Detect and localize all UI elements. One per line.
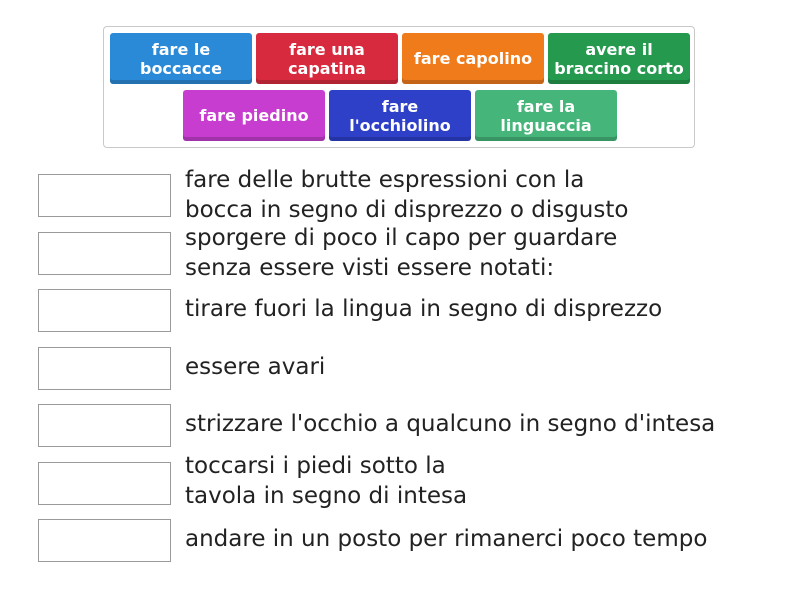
tile-label: avere il braccino corto	[554, 39, 684, 78]
tile-fare-capolino[interactable]	[402, 33, 544, 84]
tile-fare-piedino[interactable]	[183, 90, 325, 141]
definition-1	[185, 165, 628, 225]
tile-avere-il-braccino-corto[interactable]	[548, 33, 690, 84]
answer-slot-4[interactable]	[38, 347, 171, 390]
answer-slot-3[interactable]	[38, 289, 171, 332]
tile-fare-la-linguaccia[interactable]	[475, 90, 617, 141]
tile-label: fare piedino	[199, 106, 309, 125]
definition-line: essere avari	[185, 354, 326, 380]
definition-6	[185, 451, 467, 511]
tile-label: fare la linguaccia	[500, 96, 592, 135]
definition-7	[185, 524, 707, 554]
tile-fare-locchiolino[interactable]	[329, 90, 471, 141]
answer-slot-6[interactable]	[38, 462, 171, 505]
definition-line: bocca in segno di disprezzo o disgusto	[185, 197, 629, 223]
tile-fare-le-boccacce[interactable]	[110, 33, 252, 84]
definition-line: fare delle brutte espressioni con la	[185, 167, 585, 193]
tile-fare-una-capatina[interactable]	[256, 33, 398, 84]
definition-line: senza essere visti essere notati:	[185, 255, 555, 281]
answer-slot-7[interactable]	[38, 519, 171, 562]
definition-line: toccarsi i piedi sotto la	[185, 453, 446, 479]
tile-label: fare le boccacce	[139, 39, 223, 78]
definition-4	[185, 352, 325, 382]
tile-label: fare una capatina	[288, 39, 366, 78]
answer-slot-2[interactable]	[38, 232, 171, 275]
definition-5	[185, 409, 715, 439]
definition-2	[185, 223, 617, 283]
definition-line: tirare fuori la lingua in segno di disprezzo	[185, 296, 663, 322]
definition-3	[185, 294, 662, 324]
answer-slot-1[interactable]	[38, 174, 171, 217]
tile-label: fare capolino	[413, 49, 533, 68]
definition-line: andare in un posto per rimanerci poco tempo	[185, 526, 708, 552]
definition-line: tavola in segno di intesa	[185, 483, 468, 509]
definition-line: strizzare l'occhio a qualcuno in segno d'intesa	[185, 411, 716, 437]
tile-label: fare l'occhiolino	[349, 96, 451, 135]
answer-slot-5[interactable]	[38, 404, 171, 447]
definition-line: sporgere di poco il capo per guardare	[185, 225, 618, 251]
